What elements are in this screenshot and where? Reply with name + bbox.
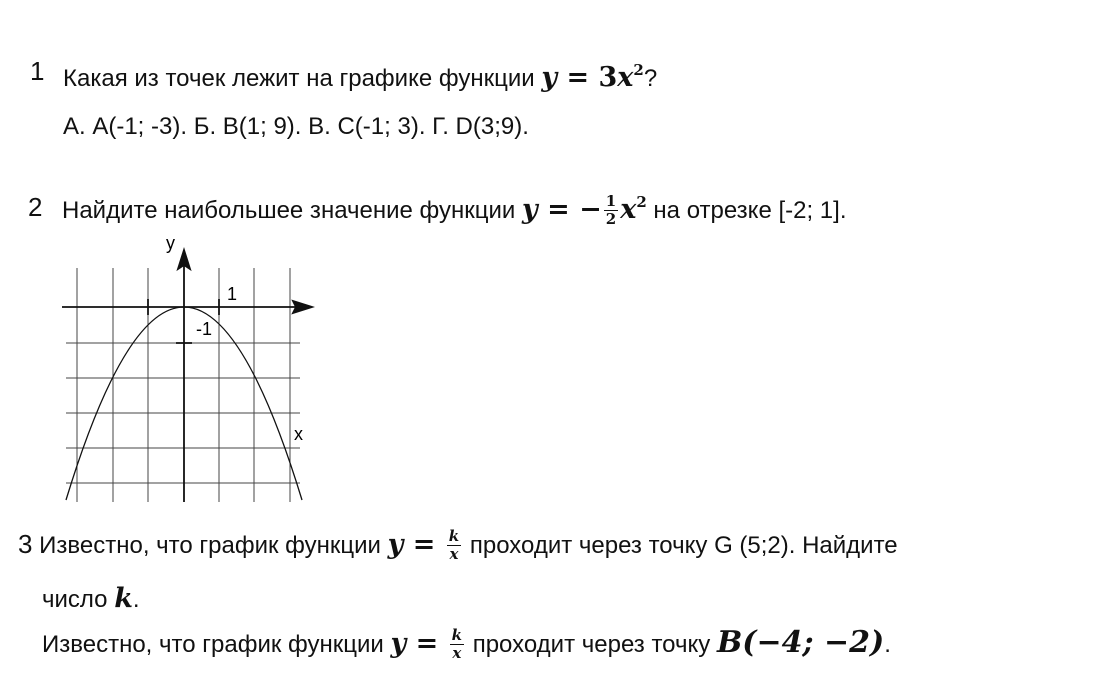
question-4-after: проходит через точку	[472, 631, 711, 658]
question-2-formula: y = − $\frac{1}{2}$ $x^2$	[522, 192, 647, 228]
x-axis-arrow	[293, 301, 312, 313]
y-axis-label: y	[166, 233, 175, 253]
question-1-answers: А. А(-1; -3). Б. В(1; 9). В. С(-1; 3). Г. D(3;9).	[63, 113, 529, 140]
question-3-text: Известно, что график функции	[39, 532, 381, 559]
question-3-after: проходит через точку G (5;2). Найдите	[469, 532, 898, 559]
question-1-number: 1	[30, 56, 45, 86]
graph-grid	[66, 268, 300, 502]
question-2-number: 2	[28, 192, 43, 222]
question-4-formula: y = $\frac{k}{x}$	[390, 626, 463, 662]
question-3-line-2	[42, 583, 140, 614]
question-4-period: .	[884, 631, 891, 658]
question-3-formula: y = $\frac{k}{x}$	[387, 527, 460, 563]
question-3-number: 3	[18, 529, 33, 559]
question-1-formula: $y = 3x^2$	[541, 61, 644, 93]
question-2-after: на отрезке [-2; 1].	[653, 197, 847, 224]
question-3-line	[18, 529, 898, 562]
question-4-line	[42, 625, 891, 661]
tick-x-label: 1	[227, 284, 238, 304]
question-1-text: Какая из точек лежит на графике функции	[63, 65, 535, 92]
question-3-period: .	[132, 586, 140, 613]
x-axis-label: x	[294, 424, 303, 444]
question-2-text: Найдите наибольшее значение функции	[62, 197, 516, 224]
question-3-line-2-text: число	[42, 586, 108, 613]
question-4-text: Известно, что график функции	[42, 631, 384, 658]
question-1-qmark: ?	[643, 65, 658, 92]
question-4-point: B(−4; −2)	[716, 625, 885, 660]
question-3-var-k: k	[114, 583, 133, 614]
tick-y-label: -1	[196, 319, 213, 339]
